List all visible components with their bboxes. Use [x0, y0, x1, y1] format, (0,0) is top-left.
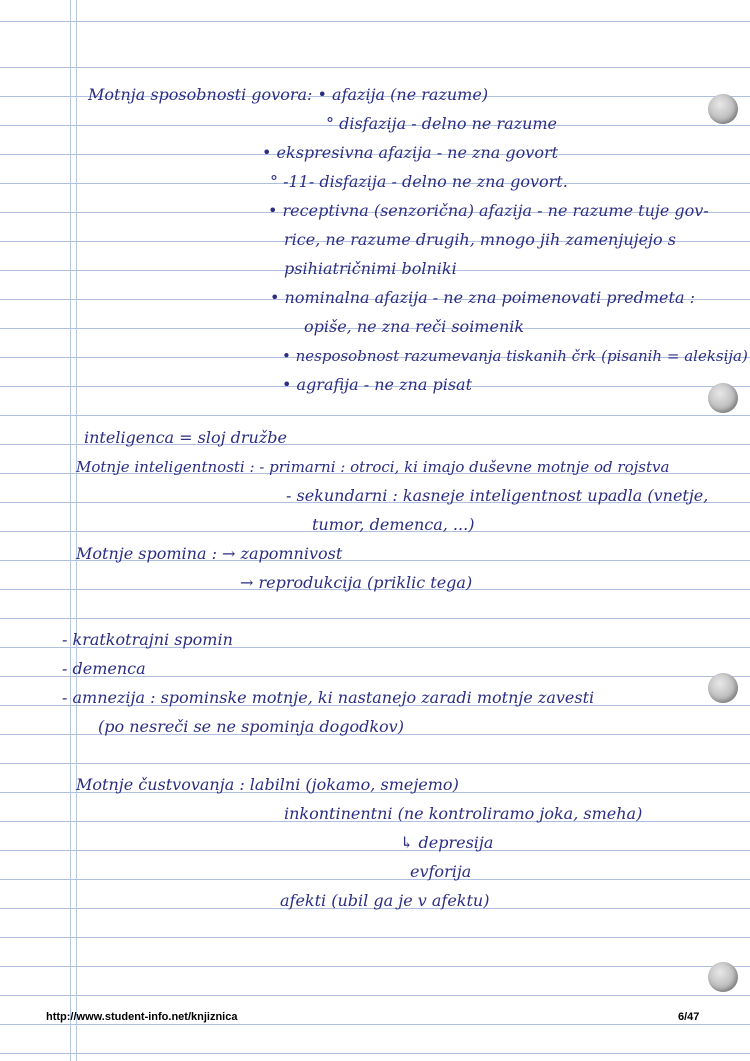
note-line: ° -11- disfazija - delno ne zna govort.: [270, 172, 568, 191]
footer-url[interactable]: http://www.student-info.net/knjiznica: [46, 1011, 238, 1023]
note-line: afekti (ubil ga je v afektu): [280, 891, 490, 910]
note-line: ° disfazija - delno ne razume: [326, 114, 558, 133]
note-line: → reprodukcija (priklic tega): [240, 573, 473, 592]
note-line: - kratkotrajni spomin: [62, 630, 233, 649]
note-line: • receptivna (senzorična) afazija - ne razume tuje gov-: [268, 201, 709, 220]
heading-speech-disorders: Motnja sposobnosti govora: • afazija (ne razume): [88, 85, 489, 104]
note-line: tumor, demenca, ...): [312, 515, 475, 534]
note-line: opiše, ne zna reči soimenik: [304, 317, 525, 336]
note-line: • ekspresivna afazija - ne zna govort: [262, 143, 559, 162]
heading-emotional-disorders: Motnje čustvovanja : labilni (jokamo, smejemo): [76, 775, 459, 794]
note-line: - sekundarni : kasneje inteligentnost upadla (vnetje,: [286, 486, 709, 505]
punch-hole: [708, 673, 738, 703]
margin-line: [76, 0, 77, 1061]
note-line: • nominalna afazija - ne zna poimenovati predmeta :: [270, 288, 695, 307]
note-line: • nesposobnost razumevanja tiskanih črk (pisanih = aleksija): [282, 347, 748, 365]
note-line: psihiatričnimi bolniki: [284, 259, 457, 278]
heading-intelligence: inteligenca = sloj družbe: [84, 428, 287, 447]
punch-hole: [708, 94, 738, 124]
note-line: rice, ne razume drugih, mnogo jih zamenjujejo s: [284, 230, 676, 249]
page-number: 6/47: [678, 1011, 700, 1023]
margin-line: [70, 0, 71, 1061]
note-line: - demenca: [62, 659, 146, 678]
note-line: - amnezija : spominske motnje, ki nastanejo zaradi motnje zavesti: [62, 688, 595, 707]
heading-memory-disorders: Motnje spomina : → zapomnivost: [76, 544, 343, 563]
note-line: inkontinentni (ne kontroliramo joka, smeha): [284, 804, 643, 823]
note-line: ↳ depresija: [400, 833, 494, 852]
punch-hole: [708, 962, 738, 992]
note-line: • agrafija - ne zna pisat: [282, 375, 472, 394]
punch-hole: [708, 383, 738, 413]
note-line: (po nesreči se ne spominja dogodkov): [98, 717, 404, 736]
heading-intelligence-disorders: Motnje inteligentnosti : - primarni : otroci, ki imajo duševne motnje od rojstva: [76, 458, 670, 476]
note-line: evforija: [410, 862, 472, 881]
